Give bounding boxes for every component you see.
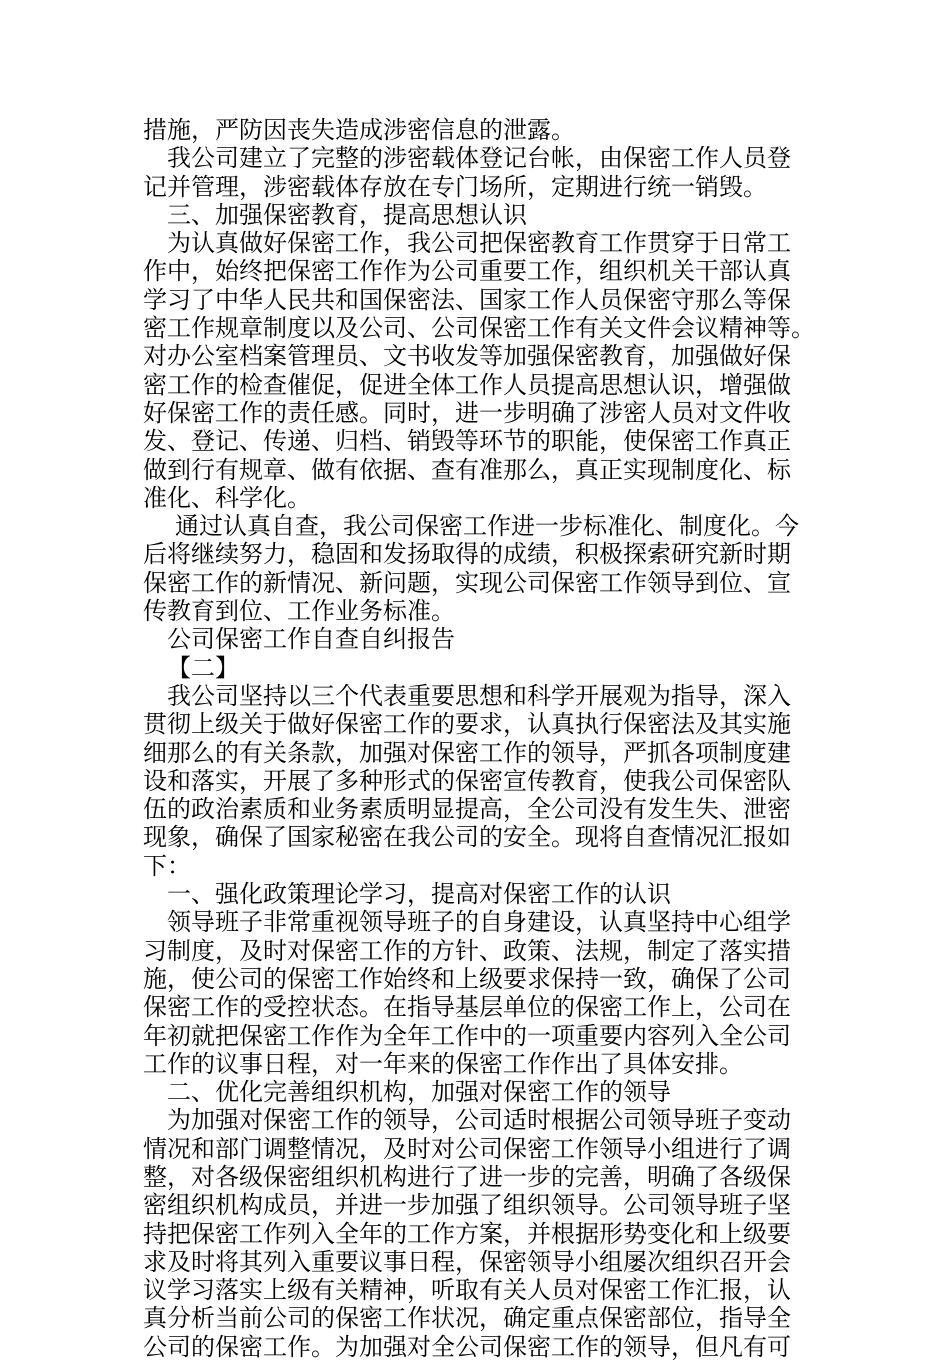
- text-line: 持把保密工作列入全年的工作方案，并根据形势变化和上级要: [143, 1219, 791, 1248]
- text-line: 做到行有规章、做有依据、查有准那么，真正实现制度化、标: [143, 455, 791, 484]
- text-line: 后将继续努力，稳固和发扬取得的成绩，积极探索研究新时期: [143, 540, 791, 569]
- text-line: 求及时将其列入重要议事日程，保密领导小组屡次组织召开会: [143, 1247, 791, 1276]
- text-line: 我公司建立了完整的涉密载体登记台帐，由保密工作人员登: [167, 144, 791, 173]
- text-line: 下：: [143, 851, 191, 880]
- text-line: 贯彻上级关于做好保密工作的要求，认真执行保密法及其实施: [143, 710, 791, 739]
- text-line: 三、加强保密教育，提高思想认识: [167, 200, 527, 229]
- text-line: 保密工作的受控状态。在指导基层单位的保密工作上，公司在: [143, 993, 791, 1022]
- document-body: [143, 116, 823, 1361]
- text-line: 真分析当前公司的保密工作状况，确定重点保密部位，指导全: [143, 1304, 791, 1333]
- text-line: 记并管理，涉密载体存放在专门场所，定期进行统一销毁。: [143, 172, 767, 201]
- text-line: 现象，确保了国家秘密在我公司的安全。现将自查情况汇报如: [143, 823, 791, 852]
- text-line: 措施，严防因丧失造成涉密信息的泄露。: [143, 116, 575, 144]
- text-line: 密组织机构成员，并进一步加强了组织领导。公司领导班子坚: [143, 1191, 791, 1220]
- text-line: 传教育到位、工作业务标准。: [143, 597, 455, 626]
- text-line: 年初就把保密工作作为全年工作中的一项重要内容列入全公司: [143, 1021, 791, 1050]
- text-line: 细那么的有关条款，加强对保密工作的领导，严抓各项制度建: [143, 738, 791, 767]
- text-line: 为认真做好保密工作，我公司把保密教育工作贯穿于日常工: [167, 229, 791, 258]
- text-line: 设和落实，开展了多种形式的保密宣传教育，使我公司保密队: [143, 766, 791, 795]
- text-line: 工作的议事日程，对一年来的保密工作作出了具体安排。: [143, 1049, 743, 1078]
- text-line: 习制度，及时对保密工作的方针、政策、法规，制定了落实措: [143, 936, 791, 965]
- text-line: 议学习落实上级有关精神，听取有关人员对保密工作汇报，认: [143, 1276, 791, 1305]
- text-line: 情况和部门调整情况，及时对公司保密工作领导小组进行了调: [143, 1134, 791, 1163]
- text-line: 公司保密工作自查自纠报告: [167, 625, 455, 654]
- text-line: 学习了中华人民共和国保密法、国家工作人员保密守那么等保: [143, 285, 791, 314]
- text-line: 整，对各级保密组织机构进行了进一步的完善，明确了各级保: [143, 1162, 791, 1191]
- text-line: 为加强对保密工作的领导，公司适时根据公司领导班子变动: [167, 1106, 791, 1135]
- text-line: 通过认真自查，我公司保密工作进一步标准化、制度化。今: [175, 512, 799, 541]
- text-line: 领导班子非常重视领导班子的自身建设，认真坚持中心组学: [167, 908, 791, 937]
- text-line: 施，使公司的保密工作始终和上级要求保持一致，确保了公司: [143, 964, 791, 993]
- text-line: 伍的政治素质和业务素质明显提高，全公司没有发生失、泄密: [143, 795, 791, 824]
- text-line: 二、优化完善组织机构，加强对保密工作的领导: [167, 1078, 671, 1107]
- text-line: 一、强化政策理论学习，提高对保密工作的认识: [167, 880, 671, 909]
- text-line: 作中，始终把保密工作作为公司重要工作，组织机关干部认真: [143, 257, 791, 286]
- text-line: 发、登记、传递、归档、销毁等环节的职能，使保密工作真正: [143, 427, 791, 456]
- text-line: 密工作的检查催促，促进全体工作人员提高思想认识，增强做: [143, 370, 791, 399]
- text-line: 保密工作的新情况、新问题，实现公司保密工作领导到位、宣: [143, 568, 791, 597]
- text-line: 准化、科学化。: [143, 483, 311, 512]
- text-line: 【二】: [167, 653, 239, 682]
- text-line: 公司的保密工作。为加强对全公司保密工作的领导，但凡有可: [143, 1332, 791, 1361]
- text-line: 好保密工作的责任感。同时，进一步明确了涉密人员对文件收: [143, 398, 791, 427]
- text-line: 对办公室档案管理员、文书收发等加强保密教育，加强做好保: [143, 342, 791, 371]
- text-line: 密工作规章制度以及公司、公司保密工作有关文件会议精神等。: [143, 314, 815, 343]
- text-line: 我公司坚持以三个代表重要思想和科学开展观为指导，深入: [167, 681, 791, 710]
